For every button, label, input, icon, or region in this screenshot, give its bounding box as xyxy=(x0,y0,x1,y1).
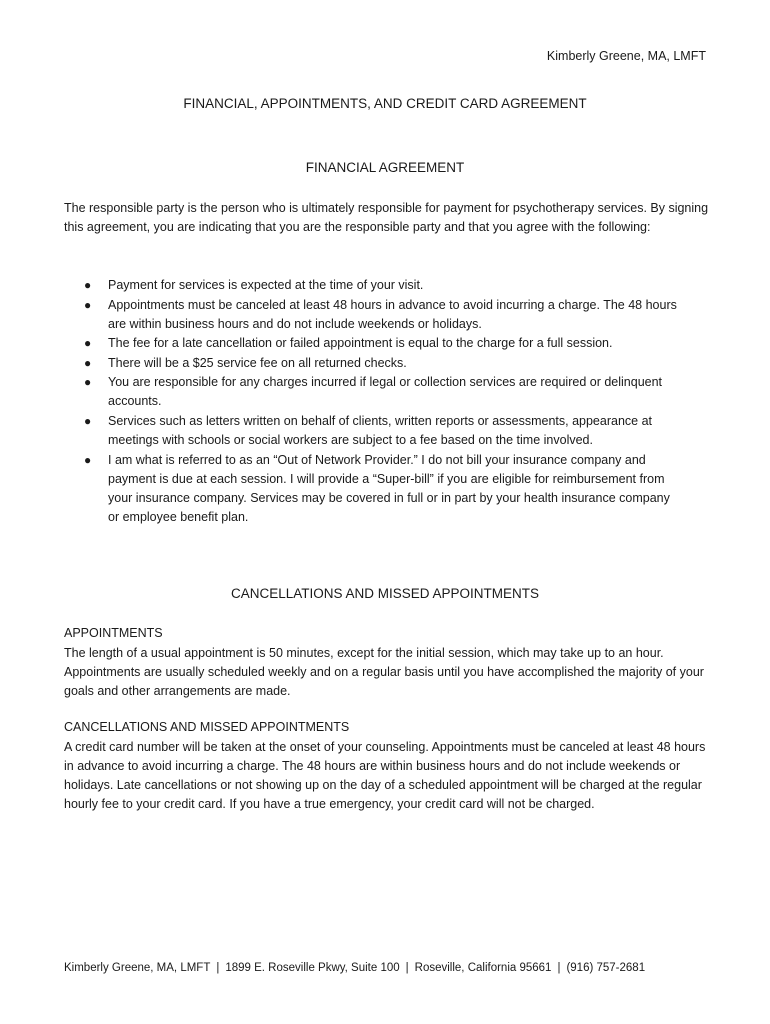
list-item-text: There will be a $25 service fee on all returned checks. xyxy=(108,355,407,370)
bullet-icon: ● xyxy=(84,452,92,467)
document-title: FINANCIAL, APPOINTMENTS, AND CREDIT CARD AGREEMENT xyxy=(183,96,587,111)
bullet-icon: ● xyxy=(84,278,92,292)
list-item-text: I am what is referred to as an “Out of Network Provider.” I do not bill your insurance company and payment is due at each session. I will provide a “Super-bill” if you are eligible for reimbursement from your insurance company. Services may be covered in full or in part by your health insurance company or employee benefit plan. xyxy=(108,452,670,524)
bullet-icon: ● xyxy=(84,336,92,351)
cancellations-heading: CANCELLATIONS AND MISSED APPOINTMENTS xyxy=(230,586,540,601)
bullet-icon: ● xyxy=(84,413,92,428)
financial-terms-list xyxy=(84,276,684,527)
list-item-text: You are responsible for any charges incurred if legal or collection services are required or delinquent accounts. xyxy=(108,375,663,409)
list-item xyxy=(84,296,684,334)
list-item-text: Services such as letters written on behalf of clients, written reports or assessments, appearance at meetings with schools or social workers are subject to a fee based on the time involved. xyxy=(108,413,653,447)
footer-separator: | xyxy=(557,962,561,974)
list-item xyxy=(84,276,684,295)
page-footer xyxy=(64,962,714,974)
list-item xyxy=(84,334,684,353)
missed-appointments-paragraph: A credit card number will be taken at the onset of your counseling. Appointments must be canceled at least 48 hours in advance to avoid incurring a charge. The 48 hours are within business hours and do not include weekends or holidays. Late cancellations or not showing up on the day of a scheduled appointment will be charged at the regular hourly fee to your credit card. If you have a true emergency, your credit card will not be charged. xyxy=(64,740,706,811)
financial-agreement-heading: FINANCIAL AGREEMENT xyxy=(305,160,465,175)
bullet-icon: ● xyxy=(84,297,92,312)
list-item-text: The fee for a late cancellation or failed appointment is equal to the charge for a full session. xyxy=(108,336,613,351)
financial-intro-paragraph: The responsible party is the person who is ultimately responsible for payment for psychotherapy services. By signing this agreement, you are indicating that you are the responsible party and that you agree with the following: xyxy=(64,201,709,234)
footer-separator: | xyxy=(216,962,220,974)
appointments-subheading: APPOINTMENTS xyxy=(64,626,163,640)
bullet-icon: ● xyxy=(84,355,92,370)
appointments-paragraph: The length of a usual appointment is 50 minutes, except for the initial session, which may take up to an hour. Appointments are usually scheduled weekly and on a regular basis until you have accomplished the majority of your goals and other arrangements are made. xyxy=(64,646,704,698)
footer-separator: | xyxy=(405,962,409,974)
bullet-icon: ● xyxy=(84,375,92,390)
list-item-text: Payment for services is expected at the time of your visit. xyxy=(108,278,424,292)
list-item-text: Appointments must be canceled at least 48 hours in advance to avoid incurring a charge. The 48 hours are within business hours and do not include weekends or holidays. xyxy=(108,297,677,331)
list-item xyxy=(84,354,684,373)
list-item xyxy=(84,412,684,450)
footer-phone: (916) 757-2681 xyxy=(566,962,646,974)
list-item xyxy=(84,373,684,411)
missed-appointments-subheading: CANCELLATIONS AND MISSED APPOINTMENTS xyxy=(64,720,350,734)
footer-city: Roseville, California 95661 xyxy=(414,962,552,974)
footer-name: Kimberly Greene, MA, LMFT xyxy=(64,962,211,974)
header-author: Kimberly Greene, MA, LMFT xyxy=(546,49,706,63)
list-item xyxy=(84,451,684,527)
footer-address: 1899 E. Roseville Pkwy, Suite 100 xyxy=(225,962,400,974)
